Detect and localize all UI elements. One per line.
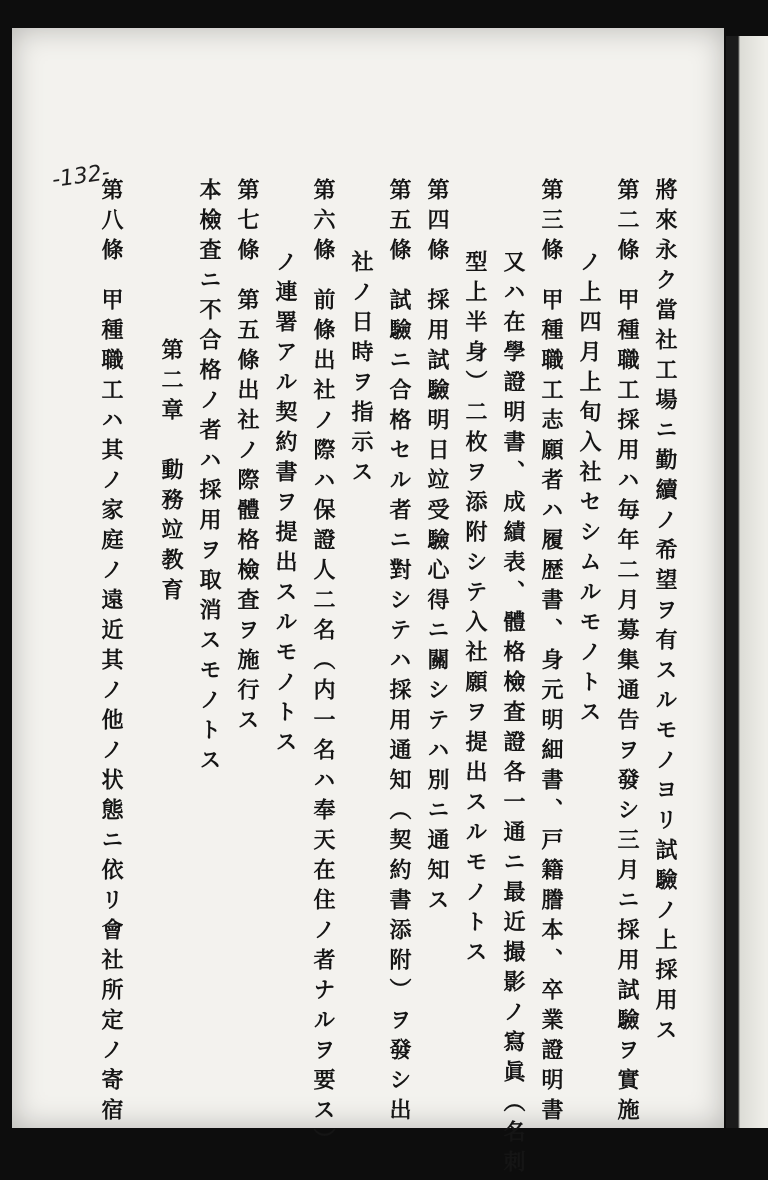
text-column-6 — [460, 250, 490, 970]
article-heading: 第二條 — [614, 178, 640, 268]
column-text: ノ上四月上旬入社セシムルモノトス — [576, 250, 602, 730]
text-column-8 — [384, 178, 414, 1128]
column-text: ノ連署アル契約書ヲ提出スルモノトス — [272, 250, 298, 760]
column-text: 採用試驗明日竝受驗心得ニ關シテハ別ニ通知ス — [424, 288, 450, 918]
column-text: 社ノ日時ヲ指示ス — [348, 250, 374, 490]
text-column-5 — [498, 250, 528, 1180]
article-heading: 第三條 — [538, 178, 564, 268]
article-heading: 第六條 — [310, 178, 336, 268]
text-column-3 — [574, 250, 604, 730]
column-text: 又ハ在學證明書、成績表、體格檢査證各一通ニ最近撮影ノ寫眞（名刺 — [500, 250, 526, 1180]
text-column-2 — [612, 178, 642, 1128]
column-text: 本檢査ニ不合格ノ者ハ採用ヲ取消スモノトス — [196, 178, 222, 778]
text-column-13 — [194, 178, 224, 778]
column-text: 第五條出社ノ際體格檢査ヲ施行ス — [234, 288, 260, 738]
chapter-title: 第二章 動務竝教育 — [158, 338, 184, 608]
book-spine — [726, 36, 768, 1128]
text-column-10 — [308, 178, 338, 1158]
article-heading: 第四條 — [424, 178, 450, 268]
text-column-4 — [536, 178, 566, 1128]
column-text: 甲種職工採用ハ毎年二月募集通告ヲ發シ三月ニ採用試驗ヲ實施 — [614, 288, 640, 1128]
text-column-11 — [270, 250, 300, 760]
vertical-text-body — [72, 178, 678, 1180]
column-text: 型上半身）二枚ヲ添附シテ入社願ヲ提出スルモノトス — [462, 250, 488, 970]
document-page — [12, 28, 724, 1180]
column-text: 甲種職工志願者ハ履歴書、身元明細書、戸籍謄本、卒業證明書 — [538, 288, 564, 1128]
text-column-12 — [232, 178, 262, 738]
article-heading: 第八條 — [98, 178, 124, 268]
text-column-15 — [96, 178, 126, 1128]
article-heading: 第五條 — [386, 178, 412, 268]
page-number-annotation: -132- — [50, 160, 112, 193]
column-text: 試驗ニ合格セル者ニ對シテハ採用通知（契約書添附）ヲ發シ出 — [386, 288, 412, 1128]
column-text: 甲種職工ハ其ノ家庭ノ遠近其ノ他ノ状態ニ依リ會社所定ノ寄宿 — [98, 288, 124, 1128]
text-column-7 — [422, 178, 452, 918]
column-text: 將來永ク當社工場ニ勤續ノ希望ヲ有スルモノヨリ試驗ノ上採用ス — [652, 178, 678, 1048]
column-text: 前條出社ノ際ハ保證人二名（内一名ハ奉天在住ノ者ナルヲ要ス） — [310, 288, 336, 1158]
chapter-heading — [156, 338, 186, 608]
text-column-9 — [346, 250, 376, 490]
article-heading: 第七條 — [234, 178, 260, 268]
text-column-1 — [650, 178, 680, 1048]
